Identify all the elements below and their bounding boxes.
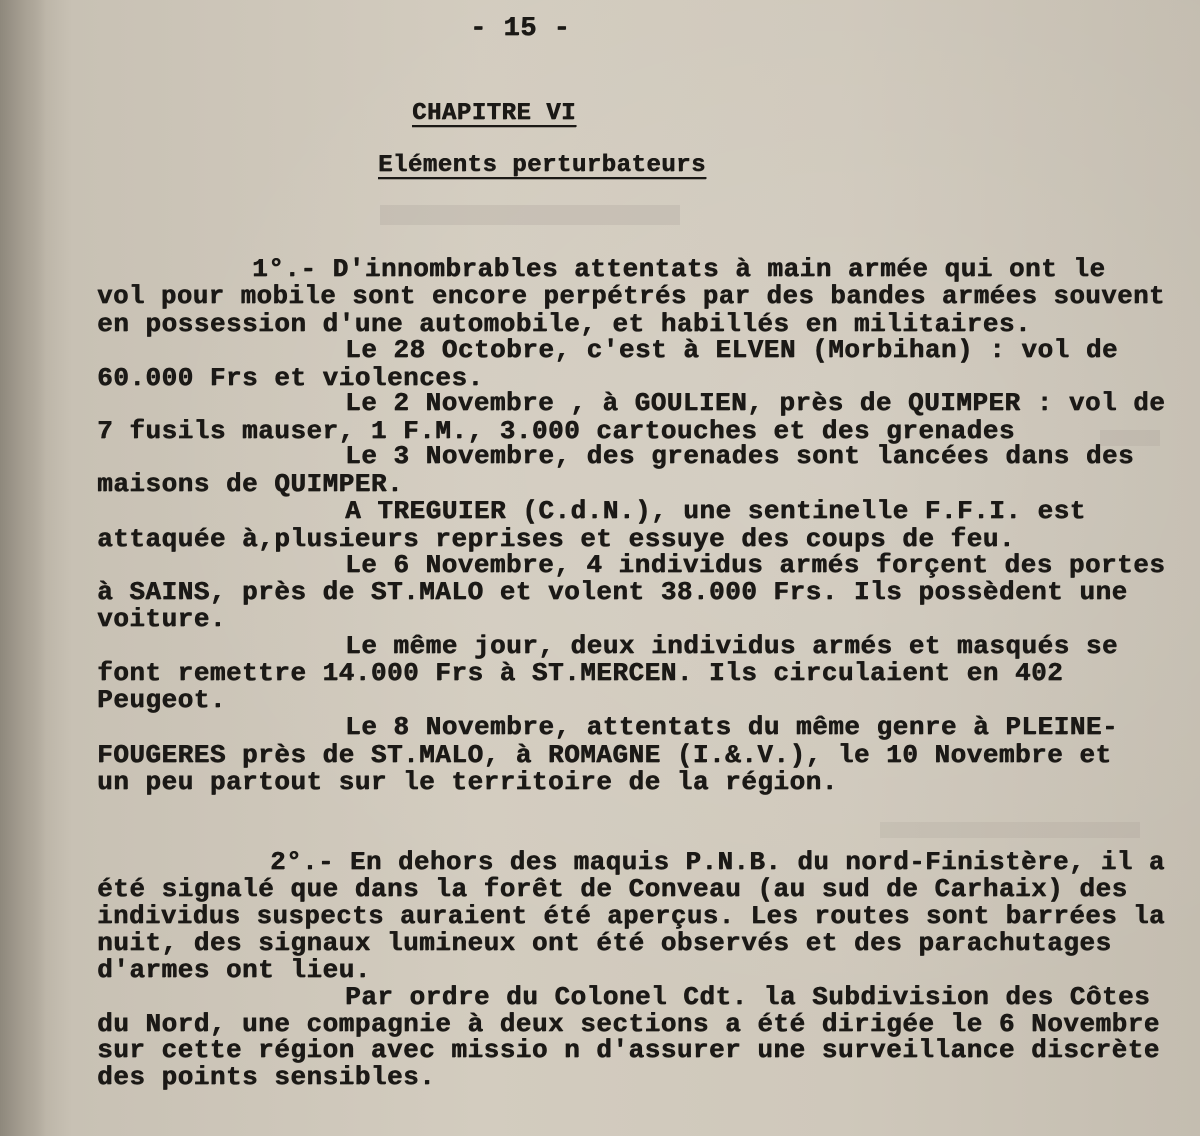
text-line: attaquée à,plusieurs reprises et essuye des coups de feu. bbox=[97, 524, 1015, 554]
text-line: 7 fusils mauser, 1 F.M., 3.000 cartouches et des grenades bbox=[97, 416, 1015, 446]
text-line: des points sensibles. bbox=[97, 1062, 436, 1092]
text-line: Le 2 Novembre , à GOULIEN, près de QUIMPER : vol de bbox=[345, 388, 1166, 418]
text-line: Le 28 Octobre, c'est à ELVEN (Morbihan) : vol de bbox=[345, 335, 1118, 365]
text-line: sur cette région avec missio n d'assurer une surveillance discrète bbox=[97, 1035, 1160, 1065]
text-line: du Nord, une compagnie à deux sections a été dirigée le 6 Novembre bbox=[97, 1009, 1160, 1039]
text-line: Le 3 Novembre, des grenades sont lancées dans des bbox=[345, 441, 1135, 471]
text-line: Le 6 Novembre, 4 individus armés forçent des portes bbox=[345, 550, 1166, 580]
text-line: voiture. bbox=[97, 604, 226, 634]
text-line: FOUGERES près de ST.MALO, à ROMAGNE (I.&.V.), le 10 Novembre et bbox=[97, 740, 1112, 770]
text-line: 60.000 Frs et violences. bbox=[97, 363, 484, 393]
page-number: - 15 - bbox=[470, 14, 571, 44]
bleed-through-mark bbox=[880, 822, 1140, 838]
text-line: été signalé que dans la forêt de Conveau (au sud de Carhaix) des bbox=[97, 874, 1128, 904]
text-line: à SAINS, près de ST.MALO et volent 38.000 Frs. Ils possèdent une bbox=[97, 577, 1128, 607]
text-line: d'armes ont lieu. bbox=[97, 955, 371, 985]
text-line: 1°.- D'innombrables attentats à main armée qui ont le bbox=[252, 254, 1106, 284]
text-line: en possession d'une automobile, et habillés en militaires. bbox=[97, 309, 1031, 339]
text-line: A TREGUIER (C.d.N.), une sentinelle F.F.I. est bbox=[345, 496, 1086, 526]
text-line: Le 8 Novembre, attentats du même genre à PLEINE- bbox=[345, 712, 1118, 742]
text-line: maisons de QUIMPER. bbox=[97, 469, 403, 499]
text-line: font remettre 14.000 Frs à ST.MERCEN. Ils circulaient en 402 bbox=[97, 658, 1064, 688]
bleed-through-mark bbox=[380, 205, 680, 225]
text-line: Le même jour, deux individus armés et masqués se bbox=[345, 631, 1118, 661]
text-line: un peu partout sur le territoire de la région. bbox=[97, 767, 838, 797]
text-line: 2°.- En dehors des maquis P.N.B. du nord-Finistère, il a bbox=[270, 847, 1165, 877]
section-title: Eléments perturbateurs bbox=[378, 152, 706, 179]
text-line: individus suspects auraient été aperçus. Les routes sont barrées la bbox=[97, 901, 1165, 931]
text-line: nuit, des signaux lumineux ont été observés et des parachutages bbox=[97, 928, 1112, 958]
text-line: vol pour mobile sont encore perpétrés par des bandes armées souvent bbox=[97, 281, 1165, 311]
chapter-title: CHAPITRE VI bbox=[412, 100, 576, 127]
text-line: Peugeot. bbox=[97, 685, 226, 715]
binding-shadow bbox=[0, 0, 46, 1136]
text-line: Par ordre du Colonel Cdt. la Subdivision des Côtes bbox=[345, 982, 1151, 1012]
